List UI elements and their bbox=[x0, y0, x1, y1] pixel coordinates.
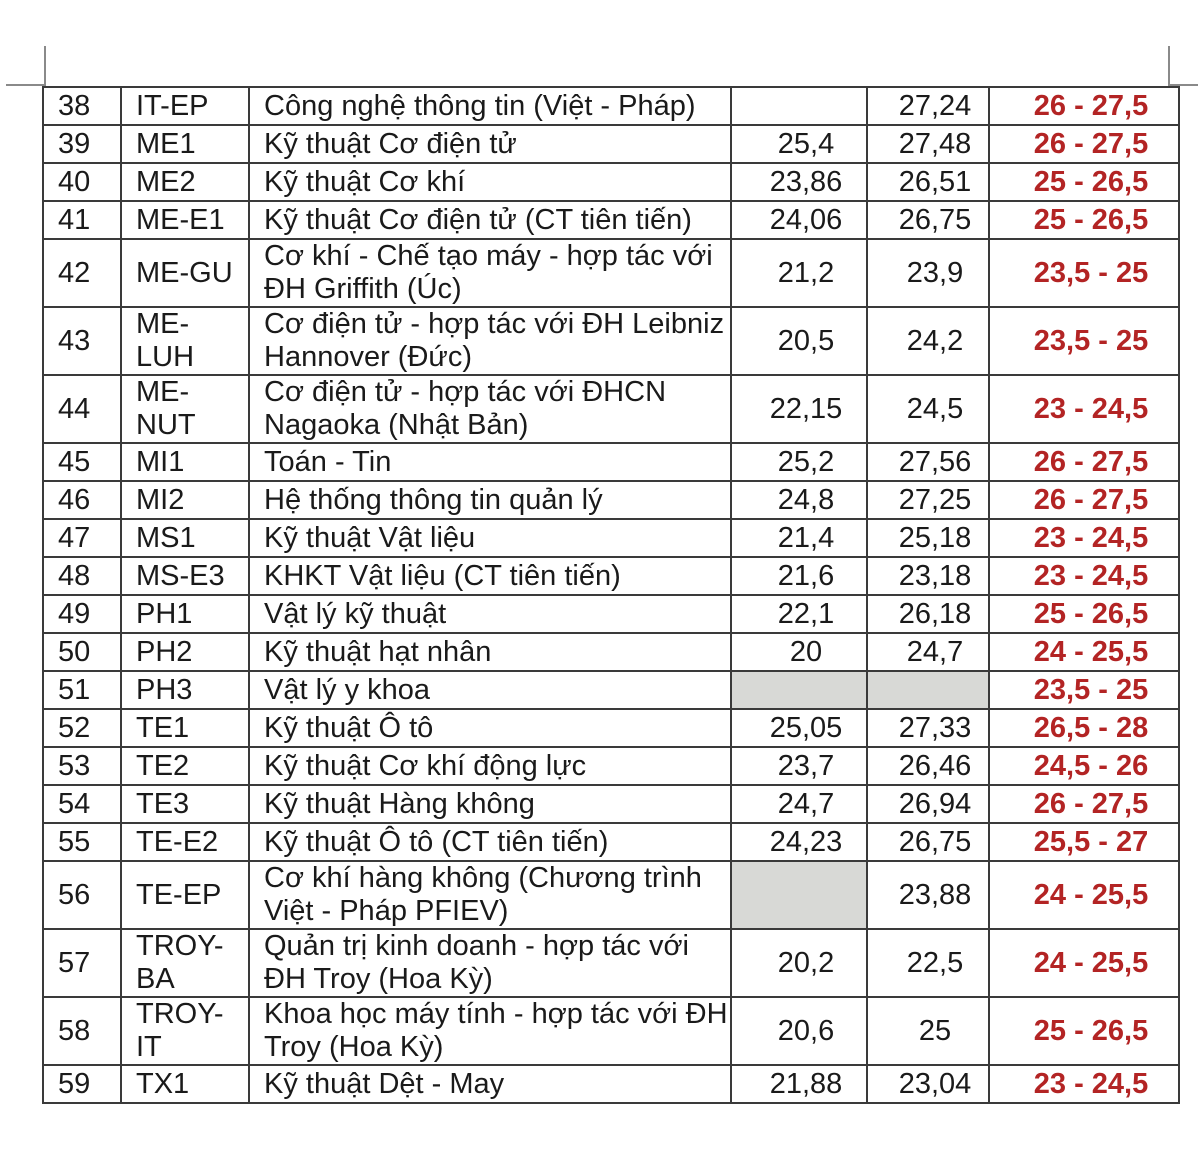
page-corner-mark-right-v bbox=[1168, 46, 1170, 84]
table-body bbox=[43, 87, 1179, 1103]
table-row bbox=[43, 1065, 1179, 1103]
table-row bbox=[43, 125, 1179, 163]
program-name bbox=[249, 861, 731, 929]
program-name bbox=[249, 481, 731, 519]
program-code bbox=[121, 861, 249, 929]
name-line: Kỹ thuật Ô tô bbox=[264, 711, 434, 744]
name-line: Hannover (Đức) bbox=[264, 341, 472, 373]
row-number: 40 bbox=[43, 163, 121, 201]
code-line: TE2 bbox=[136, 749, 190, 782]
row-number: 44 bbox=[43, 375, 121, 443]
name-line: ĐH Griffith (Úc) bbox=[264, 273, 462, 305]
predicted-score-range: 23,5 - 25 bbox=[989, 307, 1179, 375]
name-line: Vật lý y khoa bbox=[264, 673, 431, 706]
name-line: Cơ điện tử - hợp tác với ĐH Leibniz bbox=[264, 308, 725, 340]
code-line: IT bbox=[136, 1031, 162, 1063]
program-name bbox=[249, 785, 731, 823]
predicted-score-range: 23 - 24,5 bbox=[989, 519, 1179, 557]
code-line: TE-E2 bbox=[136, 825, 219, 858]
program-code bbox=[121, 823, 249, 861]
predicted-score-range: 23,5 - 25 bbox=[989, 239, 1179, 307]
score-2019: 21,88 bbox=[731, 1065, 867, 1103]
row-number: 49 bbox=[43, 595, 121, 633]
name-line: Kỹ thuật Hàng không bbox=[264, 787, 535, 820]
score-2020 bbox=[867, 671, 989, 709]
row-number: 38 bbox=[43, 87, 121, 125]
score-2020: 25,18 bbox=[867, 519, 989, 557]
score-2019: 25,4 bbox=[731, 125, 867, 163]
program-code bbox=[121, 595, 249, 633]
score-2019: 21,6 bbox=[731, 557, 867, 595]
score-2019: 24,7 bbox=[731, 785, 867, 823]
score-2019: 22,15 bbox=[731, 375, 867, 443]
table-row bbox=[43, 481, 1179, 519]
predicted-score-range: 26 - 27,5 bbox=[989, 443, 1179, 481]
score-2019: 24,23 bbox=[731, 823, 867, 861]
program-code bbox=[121, 997, 249, 1065]
score-2019: 22,1 bbox=[731, 595, 867, 633]
score-2020: 23,18 bbox=[867, 557, 989, 595]
table-row bbox=[43, 671, 1179, 709]
name-line: KHKT Vật liệu (CT tiên tiến) bbox=[264, 559, 621, 592]
name-line: Kỹ thuật Ô tô (CT tiên tiến) bbox=[264, 825, 609, 858]
program-name bbox=[249, 747, 731, 785]
score-2020: 27,24 bbox=[867, 87, 989, 125]
table-row bbox=[43, 861, 1179, 929]
table-row bbox=[43, 443, 1179, 481]
code-line: TE1 bbox=[136, 711, 190, 744]
code-line: ME-E1 bbox=[136, 203, 225, 236]
predicted-score-range: 25 - 26,5 bbox=[989, 163, 1179, 201]
name-line: Quản trị kinh doanh - hợp tác với bbox=[264, 930, 689, 962]
program-name bbox=[249, 519, 731, 557]
name-line: Kỹ thuật Cơ khí bbox=[264, 165, 466, 198]
row-number: 50 bbox=[43, 633, 121, 671]
program-code bbox=[121, 239, 249, 307]
code-line: ME- bbox=[136, 376, 190, 408]
code-line: PH2 bbox=[136, 635, 193, 668]
program-name bbox=[249, 125, 731, 163]
row-number: 43 bbox=[43, 307, 121, 375]
program-code bbox=[121, 929, 249, 997]
program-name bbox=[249, 633, 731, 671]
program-code bbox=[121, 481, 249, 519]
predicted-score-range: 24 - 25,5 bbox=[989, 633, 1179, 671]
row-number: 42 bbox=[43, 239, 121, 307]
program-code bbox=[121, 163, 249, 201]
name-line: Công nghệ thông tin (Việt - Pháp) bbox=[264, 89, 696, 122]
score-2020: 23,04 bbox=[867, 1065, 989, 1103]
program-code bbox=[121, 201, 249, 239]
score-2019: 20,6 bbox=[731, 997, 867, 1065]
score-2019: 21,4 bbox=[731, 519, 867, 557]
score-2019 bbox=[731, 671, 867, 709]
page-corner-mark-left-v bbox=[44, 46, 46, 84]
code-line: PH3 bbox=[136, 673, 193, 706]
program-name bbox=[249, 929, 731, 997]
predicted-score-range: 24 - 25,5 bbox=[989, 861, 1179, 929]
code-line: TROY- bbox=[136, 930, 224, 962]
score-2020: 27,33 bbox=[867, 709, 989, 747]
table-row bbox=[43, 709, 1179, 747]
row-number: 39 bbox=[43, 125, 121, 163]
program-name bbox=[249, 443, 731, 481]
program-name bbox=[249, 87, 731, 125]
row-number: 59 bbox=[43, 1065, 121, 1103]
program-name bbox=[249, 709, 731, 747]
code-line: MI2 bbox=[136, 483, 185, 516]
score-2020: 26,75 bbox=[867, 201, 989, 239]
predicted-score-range: 26 - 27,5 bbox=[989, 481, 1179, 519]
table-row bbox=[43, 557, 1179, 595]
predicted-score-range: 25 - 26,5 bbox=[989, 595, 1179, 633]
table-row bbox=[43, 375, 1179, 443]
program-code bbox=[121, 87, 249, 125]
table-row bbox=[43, 747, 1179, 785]
name-line: Khoa học máy tính - hợp tác với ĐH bbox=[264, 998, 728, 1030]
code-line: LUH bbox=[136, 341, 195, 373]
row-number: 45 bbox=[43, 443, 121, 481]
program-name bbox=[249, 307, 731, 375]
row-number: 56 bbox=[43, 861, 121, 929]
score-2020: 25 bbox=[867, 997, 989, 1065]
predicted-score-range: 25 - 26,5 bbox=[989, 201, 1179, 239]
predicted-score-range: 23 - 24,5 bbox=[989, 375, 1179, 443]
name-line: Kỹ thuật Cơ khí động lực bbox=[264, 749, 587, 782]
score-2019: 20 bbox=[731, 633, 867, 671]
row-number: 53 bbox=[43, 747, 121, 785]
table-row bbox=[43, 87, 1179, 125]
name-line: Toán - Tin bbox=[264, 445, 392, 478]
code-line: ME2 bbox=[136, 165, 196, 198]
name-line: Kỹ thuật Vật liệu bbox=[264, 521, 476, 554]
table-row bbox=[43, 823, 1179, 861]
score-2019: 24,06 bbox=[731, 201, 867, 239]
score-2019 bbox=[731, 861, 867, 929]
score-2020: 26,75 bbox=[867, 823, 989, 861]
predicted-score-range: 24 - 25,5 bbox=[989, 929, 1179, 997]
table-row bbox=[43, 201, 1179, 239]
program-name bbox=[249, 671, 731, 709]
predicted-score-range: 23 - 24,5 bbox=[989, 557, 1179, 595]
table-row bbox=[43, 785, 1179, 823]
score-2020: 22,5 bbox=[867, 929, 989, 997]
score-2019: 21,2 bbox=[731, 239, 867, 307]
program-code bbox=[121, 519, 249, 557]
name-line: Troy (Hoa Kỳ) bbox=[264, 1031, 444, 1063]
name-line: Vật lý kỹ thuật bbox=[264, 597, 447, 630]
program-code bbox=[121, 747, 249, 785]
code-line: TROY- bbox=[136, 998, 224, 1030]
row-number: 57 bbox=[43, 929, 121, 997]
score-2020: 26,51 bbox=[867, 163, 989, 201]
code-line: MI1 bbox=[136, 445, 185, 478]
name-line: Cơ điện tử - hợp tác với ĐHCN bbox=[264, 376, 667, 408]
table-row bbox=[43, 997, 1179, 1065]
row-number: 54 bbox=[43, 785, 121, 823]
score-2020: 23,9 bbox=[867, 239, 989, 307]
code-line: BA bbox=[136, 963, 175, 995]
program-code bbox=[121, 375, 249, 443]
program-code bbox=[121, 443, 249, 481]
program-name bbox=[249, 163, 731, 201]
name-line: Cơ khí hàng không (Chương trình bbox=[264, 862, 702, 894]
score-2020: 24,7 bbox=[867, 633, 989, 671]
code-line: TX1 bbox=[136, 1067, 190, 1100]
name-line: Kỹ thuật Cơ điện tử bbox=[264, 127, 517, 160]
predicted-score-range: 26 - 27,5 bbox=[989, 87, 1179, 125]
page-corner-mark-left-h bbox=[6, 84, 46, 86]
row-number: 46 bbox=[43, 481, 121, 519]
code-line: ME- bbox=[136, 308, 190, 340]
program-name bbox=[249, 375, 731, 443]
score-2020: 26,94 bbox=[867, 785, 989, 823]
program-code bbox=[121, 709, 249, 747]
code-line: MS1 bbox=[136, 521, 196, 554]
code-line: TE3 bbox=[136, 787, 190, 820]
table-row bbox=[43, 163, 1179, 201]
program-name bbox=[249, 823, 731, 861]
score-2019: 23,7 bbox=[731, 747, 867, 785]
score-2020: 27,48 bbox=[867, 125, 989, 163]
admission-score-table bbox=[42, 86, 1180, 1104]
code-line: NUT bbox=[136, 409, 196, 441]
predicted-score-range: 25 - 26,5 bbox=[989, 997, 1179, 1065]
row-number: 52 bbox=[43, 709, 121, 747]
code-line: PH1 bbox=[136, 597, 193, 630]
name-line: Hệ thống thông tin quản lý bbox=[264, 483, 603, 516]
score-2019: 25,2 bbox=[731, 443, 867, 481]
score-2020: 23,88 bbox=[867, 861, 989, 929]
code-line: ME1 bbox=[136, 127, 196, 160]
predicted-score-range: 23 - 24,5 bbox=[989, 1065, 1179, 1103]
score-2019: 20,2 bbox=[731, 929, 867, 997]
table-row bbox=[43, 633, 1179, 671]
score-2020: 27,25 bbox=[867, 481, 989, 519]
program-code bbox=[121, 785, 249, 823]
program-code bbox=[121, 125, 249, 163]
row-number: 51 bbox=[43, 671, 121, 709]
program-name bbox=[249, 557, 731, 595]
score-2020: 24,5 bbox=[867, 375, 989, 443]
name-line: Việt - Pháp PFIEV) bbox=[264, 895, 509, 927]
predicted-score-range: 26 - 27,5 bbox=[989, 125, 1179, 163]
row-number: 55 bbox=[43, 823, 121, 861]
code-line: TE-EP bbox=[136, 878, 222, 911]
program-code bbox=[121, 671, 249, 709]
predicted-score-range: 26,5 - 28 bbox=[989, 709, 1179, 747]
row-number: 47 bbox=[43, 519, 121, 557]
row-number: 41 bbox=[43, 201, 121, 239]
score-2019: 20,5 bbox=[731, 307, 867, 375]
name-line: Kỹ thuật hạt nhân bbox=[264, 635, 492, 668]
row-number: 58 bbox=[43, 997, 121, 1065]
table-row bbox=[43, 239, 1179, 307]
score-2020: 26,18 bbox=[867, 595, 989, 633]
score-2020: 26,46 bbox=[867, 747, 989, 785]
code-line: MS-E3 bbox=[136, 559, 225, 592]
score-2019 bbox=[731, 87, 867, 125]
program-code bbox=[121, 557, 249, 595]
predicted-score-range: 24,5 - 26 bbox=[989, 747, 1179, 785]
program-name bbox=[249, 595, 731, 633]
name-line: Kỹ thuật Dệt - May bbox=[264, 1067, 505, 1100]
code-line: ME-GU bbox=[136, 256, 233, 289]
program-name bbox=[249, 997, 731, 1065]
program-name bbox=[249, 239, 731, 307]
score-2019: 25,05 bbox=[731, 709, 867, 747]
code-line: IT-EP bbox=[136, 89, 209, 122]
row-number: 48 bbox=[43, 557, 121, 595]
score-2020: 27,56 bbox=[867, 443, 989, 481]
score-2019: 24,8 bbox=[731, 481, 867, 519]
table-row bbox=[43, 307, 1179, 375]
table-row bbox=[43, 595, 1179, 633]
program-name bbox=[249, 201, 731, 239]
name-line: Nagaoka (Nhật Bản) bbox=[264, 409, 529, 441]
score-2020: 24,2 bbox=[867, 307, 989, 375]
table-row bbox=[43, 519, 1179, 557]
predicted-score-range: 25,5 - 27 bbox=[989, 823, 1179, 861]
name-line: Cơ khí - Chế tạo máy - hợp tác với bbox=[264, 240, 713, 272]
table-row bbox=[43, 929, 1179, 997]
name-line: ĐH Troy (Hoa Kỳ) bbox=[264, 963, 493, 995]
program-name bbox=[249, 1065, 731, 1103]
name-line: Kỹ thuật Cơ điện tử (CT tiên tiến) bbox=[264, 203, 692, 236]
predicted-score-range: 23,5 - 25 bbox=[989, 671, 1179, 709]
program-code bbox=[121, 633, 249, 671]
program-code bbox=[121, 307, 249, 375]
program-code bbox=[121, 1065, 249, 1103]
predicted-score-range: 26 - 27,5 bbox=[989, 785, 1179, 823]
score-2019: 23,86 bbox=[731, 163, 867, 201]
